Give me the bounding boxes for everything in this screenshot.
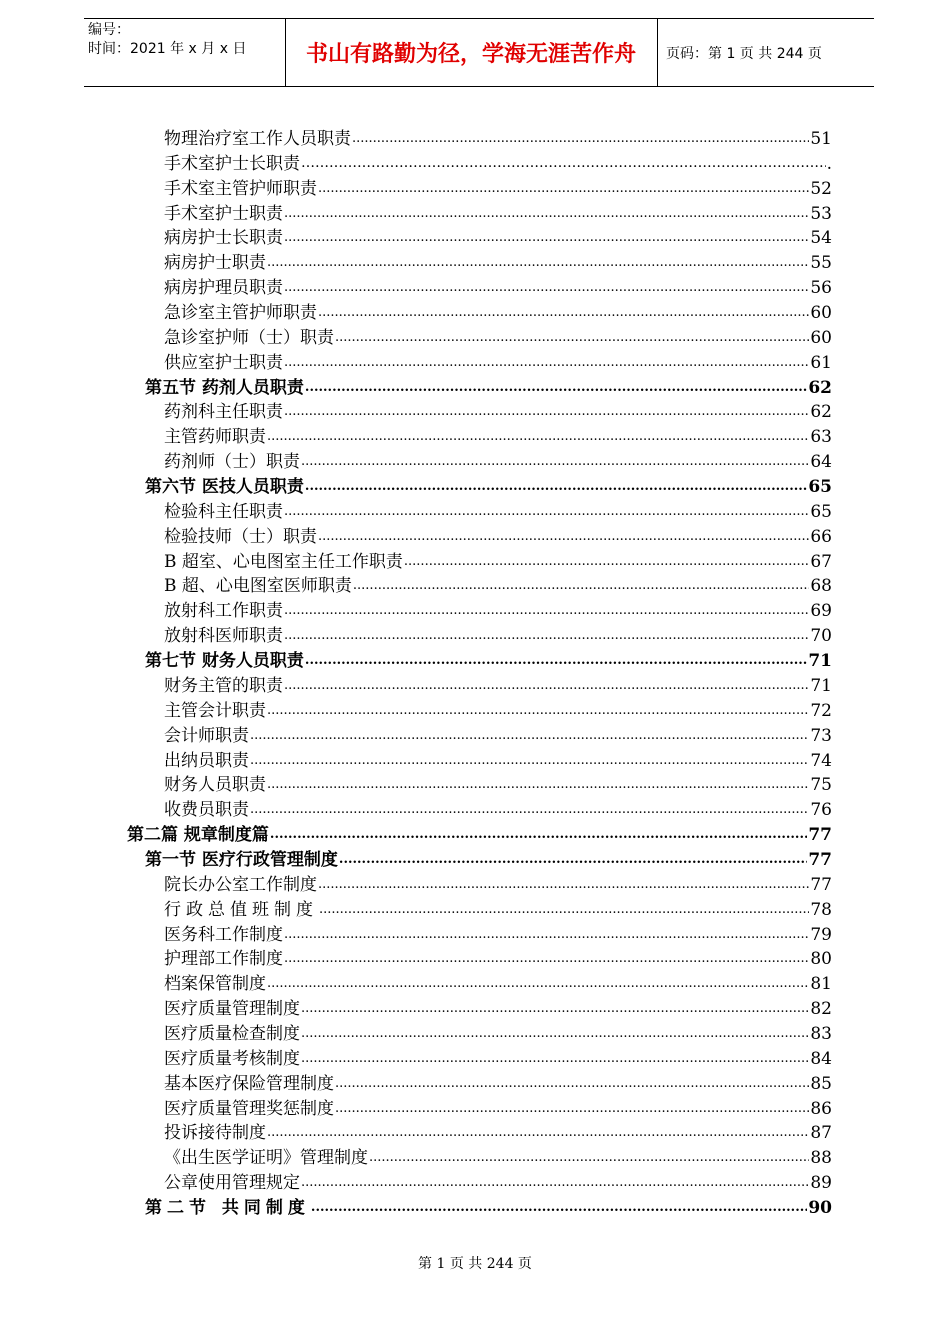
toc-leader-dots: [284, 627, 809, 647]
toc-entry[interactable]: [164, 897, 832, 921]
toc-entry-page: 63: [810, 427, 832, 448]
toc-entry[interactable]: [164, 872, 832, 896]
toc-leader-dots: [284, 602, 809, 622]
toc-entry-page: 65: [808, 477, 832, 498]
toc-entry-page: 51: [810, 129, 832, 149]
toc-entry-page: 55: [810, 253, 832, 274]
toc-entry-title: 第五节 药剂人员职责: [145, 377, 304, 398]
toc-entry[interactable]: [164, 151, 832, 175]
toc-entry-title: 财务主管的职责: [164, 675, 283, 696]
toc-entry-title: 《出生医学证明》管理制度: [164, 1148, 368, 1169]
header-meta: [88, 21, 288, 85]
toc-entry-page: 65: [810, 501, 832, 522]
toc-entry-title: 第二节 共同制度: [145, 1197, 310, 1218]
toc-leader-dots: [267, 776, 809, 796]
toc-leader-dots: [339, 851, 807, 871]
toc-entry[interactable]: [145, 1195, 832, 1219]
toc-entry-page: 64: [810, 452, 832, 473]
toc-entry[interactable]: [164, 1120, 832, 1144]
toc-entry-title: 病房护士职责: [164, 253, 266, 274]
toc-entry-page: 60: [810, 327, 832, 348]
toc-entry[interactable]: [164, 922, 832, 946]
toc-entry-title: B 超室、心电图室主任工作职责: [164, 551, 403, 572]
toc-entry-page: 71: [810, 675, 832, 696]
toc-entry-page: 61: [810, 352, 832, 373]
toc-entry-title: 供应室护士职责: [164, 352, 283, 373]
toc-entry-page: 66: [810, 526, 832, 547]
toc-entry[interactable]: [145, 648, 832, 672]
toc-entry-page: 67: [810, 551, 832, 572]
toc-entry-title: 出纳员职责: [164, 750, 249, 771]
toc-entry-title: 收费员职责: [164, 800, 249, 821]
toc-leader-dots: [270, 826, 807, 846]
toc-leader-dots: [335, 1075, 809, 1095]
toc-leader-dots: [305, 478, 807, 498]
toc-entry-title: 检验科主任职责: [164, 501, 283, 522]
toc-leader-dots: [284, 503, 809, 523]
toc-leader-dots: [305, 652, 807, 672]
toc-entry-title: 院长办公室工作制度: [164, 874, 317, 895]
toc-entry-page: 86: [810, 1098, 832, 1119]
toc-entry-page: 71: [808, 651, 832, 672]
toc-leader-dots: [267, 254, 809, 274]
toc-entry-title: 第六节 医技人员职责: [145, 477, 304, 498]
toc-entry[interactable]: [164, 1170, 832, 1194]
toc-entry[interactable]: [164, 126, 832, 150]
toc-entry-title: 医疗质量考核制度: [164, 1048, 300, 1069]
toc-entry[interactable]: [164, 772, 832, 796]
toc-entry-page: 75: [810, 775, 832, 796]
toc-entry-title: 放射科医师职责: [164, 626, 283, 647]
header-page-info: 页码：第 1 页 共 244 页: [666, 45, 822, 62]
header-divider: [657, 19, 658, 86]
toc-entry-title: 会计师职责: [164, 725, 249, 746]
toc-entry-title: 档案保管制度: [164, 974, 266, 995]
toc-entry[interactable]: [164, 946, 832, 970]
toc-entry-title: 手术室护士长职责: [164, 153, 300, 174]
toc-entry[interactable]: [164, 549, 832, 573]
toc-entry[interactable]: [164, 1096, 832, 1120]
toc-entry-page: 77: [810, 874, 832, 895]
toc-entry-title: 手术室主管护师职责: [164, 178, 317, 199]
toc-entry-page: 85: [810, 1073, 832, 1094]
toc-leader-dots: [311, 1199, 807, 1219]
toc-entry-page: 62: [808, 377, 832, 398]
toc-entry[interactable]: [164, 698, 832, 722]
toc-entry-title: 护理部工作制度: [164, 949, 283, 970]
toc-leader-dots: [335, 329, 809, 349]
toc-leader-dots: [335, 1100, 809, 1120]
toc-entry-title: 第七节 财务人员职责: [145, 651, 304, 672]
toc-entry-page: .: [826, 153, 832, 174]
toc-entry-page: 77: [808, 825, 832, 846]
toc-entry-title: 检验技师（士）职责: [164, 526, 317, 547]
toc-entry[interactable]: [145, 375, 832, 399]
toc-entry[interactable]: [145, 847, 832, 871]
toc-entry-title: 医疗质量管理奖惩制度: [164, 1098, 334, 1119]
toc-leader-dots: [318, 180, 809, 200]
toc-entry-page: 89: [810, 1173, 832, 1194]
toc-entry-page: 74: [810, 750, 832, 771]
toc-entry-page: 88: [810, 1148, 832, 1169]
toc-entry[interactable]: [164, 1071, 832, 1095]
toc-entry-page: 80: [810, 949, 832, 970]
toc-entry-title: 急诊室主管护师职责: [164, 303, 317, 324]
toc-entry[interactable]: [164, 225, 832, 249]
toc-leader-dots: [352, 130, 809, 150]
toc-entry[interactable]: [164, 1046, 832, 1070]
document-number-label: 编号：: [88, 22, 130, 38]
toc-entry-title: 病房护理员职责: [164, 278, 283, 299]
toc-entry-title: 急诊室护师（士）职责: [164, 327, 334, 348]
toc-leader-dots: [284, 926, 809, 946]
toc-entry[interactable]: [164, 350, 832, 374]
toc-entry-page: 81: [810, 974, 832, 995]
toc-leader-dots: [267, 975, 809, 995]
toc-entry[interactable]: [164, 996, 832, 1020]
toc-leader-dots: [353, 577, 809, 597]
toc-entry-page: 70: [810, 626, 832, 647]
toc-entry-page: 54: [810, 228, 832, 249]
toc-entry-title: 行政总值班制度: [164, 899, 318, 920]
toc-leader-dots: [318, 304, 809, 324]
toc-entry-title: 医疗质量管理制度: [164, 999, 300, 1020]
toc-entry-title: 公章使用管理规定: [164, 1173, 300, 1194]
toc-entry[interactable]: [164, 449, 832, 473]
toc-entry-page: 60: [810, 303, 832, 324]
toc-leader-dots: [284, 279, 809, 299]
toc-entry[interactable]: [164, 723, 832, 747]
toc-entry-title: 基本医疗保险管理制度: [164, 1073, 334, 1094]
toc-entry[interactable]: [127, 822, 832, 846]
toc-leader-dots: [284, 403, 809, 423]
toc-leader-dots: [318, 876, 809, 896]
toc-entry-title: 主管药师职责: [164, 427, 266, 448]
toc-leader-dots: [284, 205, 809, 225]
toc-entry[interactable]: [164, 1145, 832, 1169]
toc-entry[interactable]: [164, 275, 832, 299]
toc-entry[interactable]: [164, 598, 832, 622]
toc-entry-page: 72: [810, 700, 832, 721]
toc-entry[interactable]: [164, 499, 832, 523]
page-header: [84, 18, 874, 87]
toc-entry[interactable]: [164, 250, 832, 274]
toc-entry-page: 52: [810, 178, 832, 199]
toc-entry[interactable]: [164, 300, 832, 324]
toc-entry-page: 69: [810, 601, 832, 622]
toc-leader-dots: [318, 528, 809, 548]
toc-entry-page: 84: [810, 1048, 832, 1069]
toc-entry-title: B 超、心电图室医师职责: [164, 576, 352, 597]
toc-leader-dots: [301, 1174, 809, 1194]
toc-entry-page: 73: [810, 725, 832, 746]
toc-entry[interactable]: [164, 573, 832, 597]
toc-entry-page: 76: [810, 800, 832, 821]
toc-entry-title: 医务科工作制度: [164, 924, 283, 945]
toc-entry-title: 第二篇 规章制度篇: [127, 825, 269, 846]
toc-entry[interactable]: [164, 201, 832, 225]
toc-entry-page: 87: [810, 1123, 832, 1144]
toc-entry[interactable]: [164, 748, 832, 772]
toc-entry-title: 病房护士长职责: [164, 228, 283, 249]
toc-entry[interactable]: [164, 673, 832, 697]
toc-leader-dots: [305, 379, 807, 399]
toc-leader-dots: [250, 752, 809, 772]
toc-leader-dots: [301, 1050, 809, 1070]
toc-entry-title: 医疗质量检查制度: [164, 1023, 300, 1044]
toc-entry[interactable]: [164, 176, 832, 200]
toc-entry-title: 药剂科主任职责: [164, 402, 283, 423]
toc-entry-page: 83: [810, 1023, 832, 1044]
toc-entry-title: 第一节 医疗行政管理制度: [145, 849, 338, 870]
toc-leader-dots: [301, 453, 809, 473]
toc-entry[interactable]: [164, 1021, 832, 1045]
toc-leader-dots: [284, 354, 809, 374]
toc-entry-page: 82: [810, 999, 832, 1020]
toc-entry-page: 53: [810, 203, 832, 224]
toc-leader-dots: [250, 801, 809, 821]
header-motto: 书山有路勤为径，学海无涯苦作舟: [305, 42, 636, 67]
toc-leader-dots: [267, 702, 809, 722]
toc-entry[interactable]: [164, 524, 832, 548]
toc-leader-dots: [404, 553, 809, 573]
toc-entry-page: 77: [808, 849, 832, 870]
toc-entry[interactable]: [164, 325, 832, 349]
toc-entry-title: 放射科工作职责: [164, 601, 283, 622]
toc-leader-dots: [284, 677, 809, 697]
toc-entry-title: 手术室护士职责: [164, 203, 283, 224]
document-time-label: 时间：2021 年 x 月 x 日: [88, 41, 247, 57]
toc-entry-title: 财务人员职责: [164, 775, 266, 796]
toc-leader-dots: [284, 950, 809, 970]
toc-leader-dots: [284, 229, 809, 249]
toc-entry-title: 药剂师（士）职责: [164, 452, 300, 473]
toc-entry-title: 投诉接待制度: [164, 1123, 266, 1144]
toc-entry-page: 62: [810, 402, 832, 423]
toc-entry-page: 78: [810, 899, 832, 920]
page-footer: 第 1 页 共 244 页: [418, 1256, 532, 1272]
toc-entry[interactable]: [164, 623, 832, 647]
toc-entry-title: 主管会计职责: [164, 700, 266, 721]
toc-entry[interactable]: [164, 797, 832, 821]
toc-leader-dots: [267, 1124, 809, 1144]
toc-leader-dots: [319, 901, 809, 921]
toc-leader-dots: [369, 1149, 809, 1169]
toc-entry[interactable]: [145, 474, 832, 498]
toc-entry[interactable]: [164, 424, 832, 448]
toc-entry-page: 56: [810, 278, 832, 299]
toc-entry-page: 79: [810, 924, 832, 945]
toc-leader-dots: [301, 1025, 809, 1045]
toc-entry-page: 90: [808, 1197, 832, 1218]
toc-entry[interactable]: [164, 971, 832, 995]
toc-leader-dots: [267, 428, 809, 448]
toc-entry[interactable]: [164, 399, 832, 423]
toc-leader-dots: [250, 727, 809, 747]
toc-entry-page: 68: [810, 576, 832, 597]
toc-leader-dots: [301, 154, 826, 175]
toc-entry-title: 物理治疗室工作人员职责: [164, 129, 351, 149]
toc-leader-dots: [301, 1000, 809, 1020]
